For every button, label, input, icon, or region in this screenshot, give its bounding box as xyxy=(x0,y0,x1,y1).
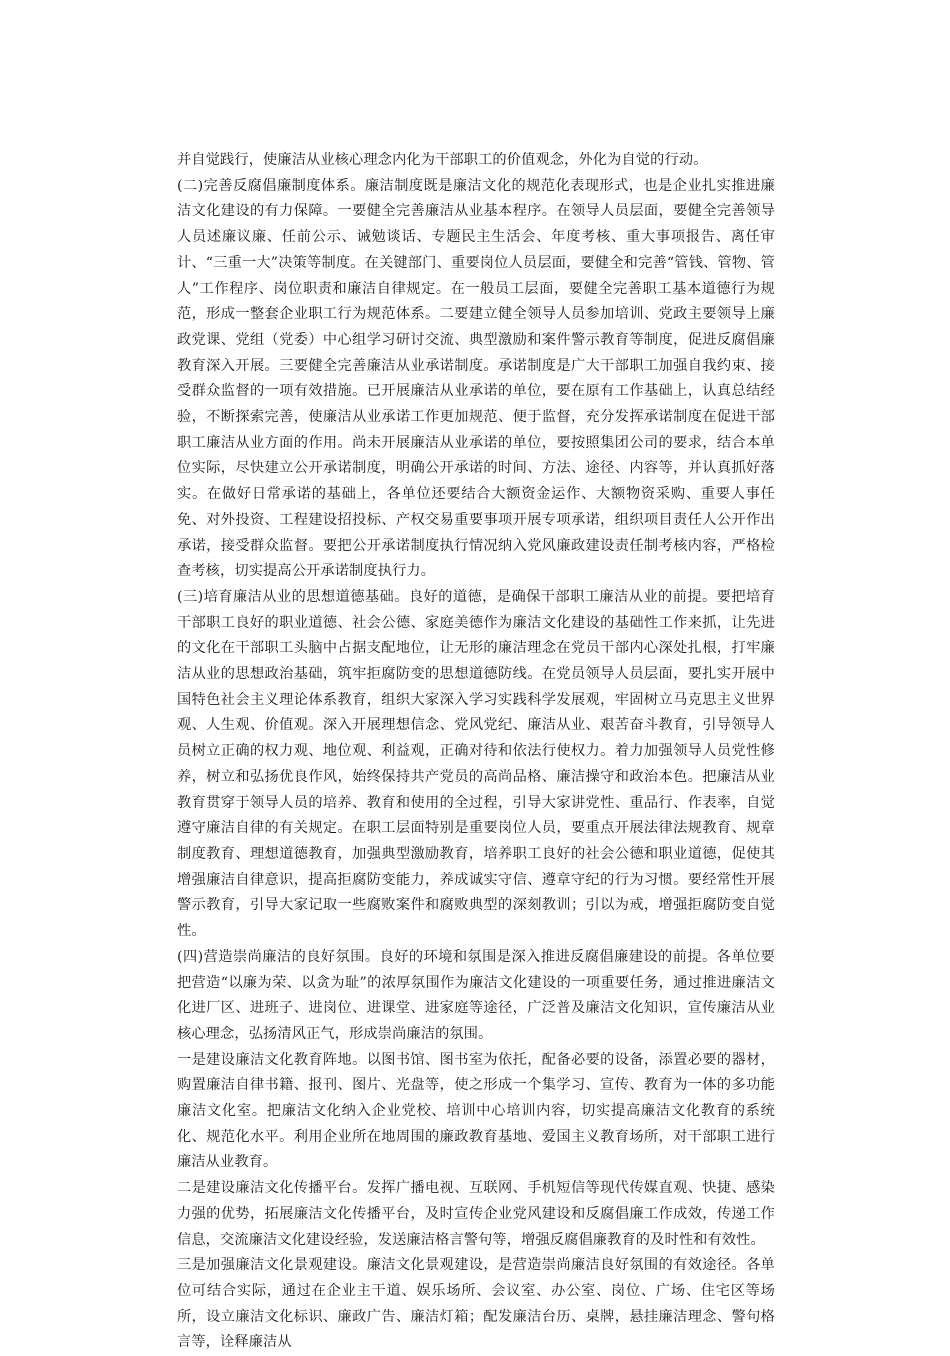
paragraph-continuation: 并自觉践行，使廉洁从业核心理念内化为干部职工的价值观念，外化为自觉的行动。 xyxy=(177,152,708,168)
paragraph-item-1: 一是建设廉洁文化教育阵地。以图书馆、图书室为依托，配备必要的设备，添置必要的器材，购置廉洁自律书籍、报刊、图片、光盘等，使之形成一个集学习、宣传、教育为一体的多功能廉洁文化室。把廉洁文化纳入企业党校、培训中心培训内容，切实提高廉洁文化教育的系统化、规范化水平。利用企业所在地周围的廉政教育基地、爱国主义教育场所，对干部职工进行廉洁从业教育。 xyxy=(177,1051,775,1171)
paragraph-item-2: 二是建设廉洁文化传播平台。发挥广播电视、互联网、手机短信等现代传媒直观、快捷、感染力强的优势，拓展廉洁文化传播平台，及时宣传企业党风建设和反腐倡廉工作成效，传递工作信息，交流廉洁文化建设经验，发送廉洁格言警句等，增强反腐倡廉教育的及时性和有效性。 xyxy=(177,1180,775,1248)
paragraph-item-3: 三是加强廉洁文化景观建设。廉洁文化景观建设，是营造崇尚廉洁良好氛围的有效途径。各单位可结合实际，通过在企业主干道、娱乐场所、会议室、办公室、岗位、广场、住宅区等场所，设立廉洁文化标识、廉政广告、廉洁灯箱；配发廉洁台历、桌牌，悬挂廉洁理念、警句格言等，诠释廉洁从 xyxy=(177,1257,775,1351)
document-body xyxy=(177,148,775,1356)
paragraph-section-4: (四)营造崇尚廉洁的良好氛围。良好的环境和氛围是深入推进反腐倡廉建设的前提。各单位要把营造“以廉为荣、以贪为耻”的浓厚氛围作为廉洁文化建设的一项重要任务，通过推进廉洁文化进厂区、进班子、进岗位、进课堂、进家庭等途径，广泛普及廉洁文化知识，宣传廉洁从业核心理念，弘扬清风正气，形成崇尚廉洁的氛围。 xyxy=(177,948,775,1042)
paragraph-section-2: (二)完善反腐倡廉制度体系。廉洁制度既是廉洁文化的规范化表现形式，也是企业扎实推进廉洁文化建设的有力保障。一要健全完善廉洁从业基本程序。在领导人员层面，要健全完善领导人员述廉议廉、任前公示、诫勉谈话、专题民主生活会、年度考核、重大事项报告、离任审计、“三重一大”决策等制度。在关键部门、重要岗位人员层面，要健全和完善“管钱、管物、管人”工作程序、岗位职责和廉洁自律规定。在一般员工层面，要健全完善职工基本道德行为规范，形成一整套企业职工行为规范体系。二要建立健全领导人员参加培训、党政主要领导上廉政党课、党组（党委）中心组学习研讨交流、典型激励和案件警示教育等制度，促进反腐倡廉教育深入开展。三要健全完善廉洁从业承诺制度。承诺制度是广大干部职工加强自我约束、接受群众监督的一项有效措施。已开展廉洁从业承诺的单位，要在原有工作基础上，认真总结经验，不断探索完善，使廉洁从业承诺工作更加规范、便于监督，充分发挥承诺制度在促进干部职工廉洁从业方面的作用。尚未开展廉洁从业承诺的单位，要按照集团公司的要求，结合本单位实际，尽快建立公开承诺制度，明确公开承诺的时间、方法、途径、内容等，并认真抓好落实。在做好日常承诺的基础上，各单位还要结合大额资金运作、大额物资采购、重要人事任免、对外投资、工程建设招投标、产权交易重要事项开展专项承诺，组织项目责任人公开作出承诺，接受群众监督。要把公开承诺制度执行情况纳入党风廉政建设责任制考核内容，严格检查考核，切实提高公开承诺制度执行力。 xyxy=(177,177,775,580)
paragraph-section-3: (三)培育廉洁从业的思想道德基础。良好的道德，是确保干部职工廉洁从业的前提。要把培育干部职工良好的职业道德、社会公德、家庭美德作为廉洁文化建设的基础性工作来抓，让先进的文化在干部职工头脑中占据支配地位，让无形的廉洁理念在党员干部内心深处扎根，打牢廉洁从业的思想政治基础，筑牢拒腐防变的思想道德防线。在党员领导人员层面，要扎实开展中国特色社会主义理论体系教育，组织大家深入学习实践科学发展观，牢固树立马克思主义世界观、人生观、价值观。深入开展理想信念、党风党纪、廉洁从业、艰苦奋斗教育，引导领导人员树立正确的权力观、地位观、利益观，正确对待和依法行使权力。着力加强领导人员党性修养，树立和弘扬优良作风，始终保持共产党员的高尚品格、廉洁操守和政治本色。把廉洁从业教育贯穿于领导人员的培养、教育和使用的全过程，引导大家讲党性、重品行、作表率，自觉遵守廉洁自律的有关规定。在职工层面特别是重要岗位人员，要重点开展法律法规教育、规章制度教育、理想道德教育，加强典型激励教育，培养职工良好的社会公德和职业道德，促使其增强廉洁自律意识，提高拒腐防变能力，养成诚实守信、遵章守纪的行为习惯。要经常性开展警示教育，引导大家记取一些腐败案件和腐败典型的深刻教训；引以为戒，增强拒腐防变自觉性。 xyxy=(177,588,775,940)
